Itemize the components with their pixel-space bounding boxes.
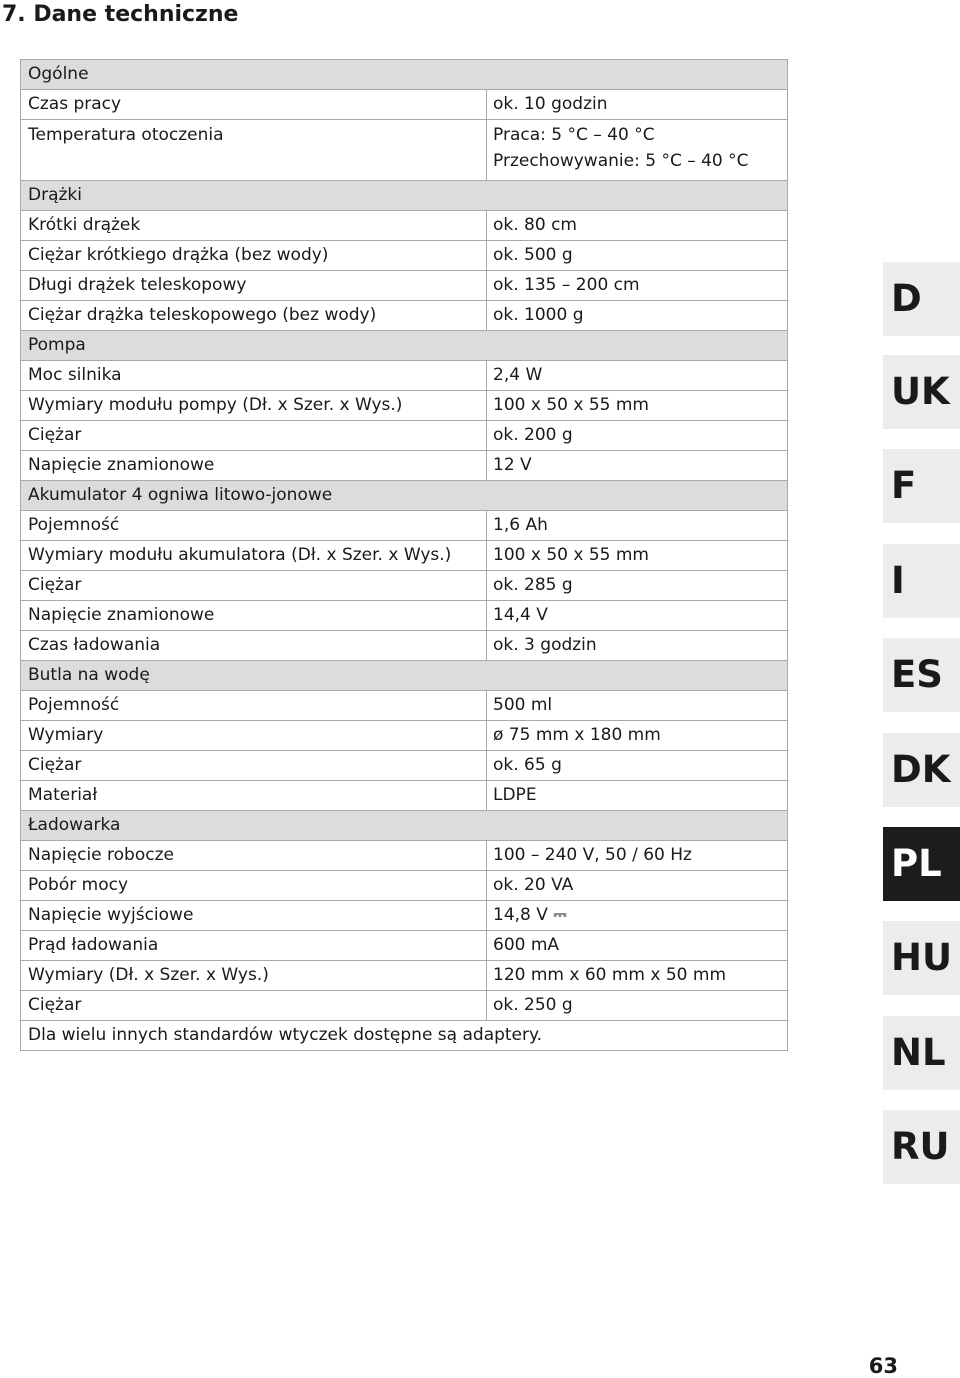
section-title: Pompa bbox=[21, 331, 788, 361]
spec-value: ok. 1000 g bbox=[487, 301, 788, 331]
spec-label: Krótki drążek bbox=[21, 211, 487, 241]
spec-row bbox=[21, 511, 788, 541]
spec-label: Napięcie znamionowe bbox=[21, 451, 487, 481]
language-tab-nl[interactable]: NL bbox=[883, 1016, 960, 1090]
spec-value: ok. 200 g bbox=[487, 421, 788, 451]
section-header-row bbox=[21, 481, 788, 511]
language-tab-ru[interactable]: RU bbox=[883, 1110, 960, 1184]
language-tab-f[interactable]: F bbox=[883, 449, 960, 523]
spec-label: Czas ładowania bbox=[21, 631, 487, 661]
spec-value: 2,4 W bbox=[487, 361, 788, 391]
spec-value: 100 x 50 x 55 mm bbox=[487, 541, 788, 571]
spec-label: Wymiary modułu akumulatora (Dł. x Szer. x Wys.) bbox=[21, 541, 487, 571]
page-title: 7. Dane techniczne bbox=[2, 2, 239, 27]
spec-value: 120 mm x 60 mm x 50 mm bbox=[487, 961, 788, 991]
spec-value-line: Przechowywanie: 5 °C – 40 °C bbox=[493, 151, 749, 171]
spec-value: ok. 20 VA bbox=[487, 871, 788, 901]
spec-label: Wymiary bbox=[21, 721, 487, 751]
spec-label: Moc silnika bbox=[21, 361, 487, 391]
section-header-row bbox=[21, 661, 788, 691]
spec-label: Długi drążek teleskopowy bbox=[21, 271, 487, 301]
language-tab-pl[interactable]: PL bbox=[883, 827, 960, 901]
spec-label: Napięcie znamionowe bbox=[21, 601, 487, 631]
spec-label: Materiał bbox=[21, 781, 487, 811]
spec-value: ok. 285 g bbox=[487, 571, 788, 601]
spec-value: ok. 80 cm bbox=[487, 211, 788, 241]
spec-value: 1,6 Ah bbox=[487, 511, 788, 541]
spec-value: ok. 10 godzin bbox=[487, 90, 788, 120]
language-tab-i[interactable]: I bbox=[883, 544, 960, 618]
spec-row bbox=[21, 541, 788, 571]
section-header-row bbox=[21, 60, 788, 90]
spec-row bbox=[21, 871, 788, 901]
section-title: Butla na wodę bbox=[21, 661, 788, 691]
spec-row bbox=[21, 421, 788, 451]
spec-value: 12 V bbox=[487, 451, 788, 481]
spec-row bbox=[21, 391, 788, 421]
spec-value: ø 75 mm x 180 mm bbox=[487, 721, 788, 751]
spec-label: Ciężar bbox=[21, 421, 487, 451]
spec-row bbox=[21, 991, 788, 1021]
spec-value: 100 – 240 V, 50 / 60 Hz bbox=[487, 841, 788, 871]
spec-label: Napięcie wyjściowe bbox=[21, 901, 487, 931]
spec-value: ok. 250 g bbox=[487, 991, 788, 1021]
spec-label: Ciężar krótkiego drążka (bez wody) bbox=[21, 241, 487, 271]
language-tab-uk[interactable]: UK bbox=[883, 355, 960, 429]
spec-value: 600 mA bbox=[487, 931, 788, 961]
spec-row bbox=[21, 901, 788, 931]
spec-row bbox=[21, 631, 788, 661]
section-header-row bbox=[21, 811, 788, 841]
spec-row bbox=[21, 721, 788, 751]
section-title: Akumulator 4 ogniwa litowo-jonowe bbox=[21, 481, 788, 511]
spec-label: Czas pracy bbox=[21, 90, 487, 120]
note-text: Dla wielu innych standardów wtyczek dostępne są adaptery. bbox=[21, 1021, 788, 1051]
page-number: 63 bbox=[868, 1354, 898, 1378]
section-title: Drążki bbox=[21, 181, 788, 211]
spec-label: Pobór mocy bbox=[21, 871, 487, 901]
section-header-row bbox=[21, 331, 788, 361]
section-title: Ogólne bbox=[21, 60, 788, 90]
spec-value bbox=[487, 120, 788, 181]
spec-row bbox=[21, 211, 788, 241]
spec-row bbox=[21, 841, 788, 871]
spec-row bbox=[21, 931, 788, 961]
spec-label: Wymiary (Dł. x Szer. x Wys.) bbox=[21, 961, 487, 991]
spec-row bbox=[21, 571, 788, 601]
spec-label: Ciężar drążka teleskopowego (bez wody) bbox=[21, 301, 487, 331]
spec-table bbox=[20, 59, 788, 1051]
spec-value: ok. 135 – 200 cm bbox=[487, 271, 788, 301]
spec-value-line: Praca: 5 °C – 40 °C bbox=[493, 125, 655, 145]
spec-row bbox=[21, 361, 788, 391]
spec-value: ok. 500 g bbox=[487, 241, 788, 271]
spec-label: Ciężar bbox=[21, 991, 487, 1021]
spec-value: 500 ml bbox=[487, 691, 788, 721]
spec-label: Prąd ładowania bbox=[21, 931, 487, 961]
spec-label: Pojemność bbox=[21, 691, 487, 721]
spec-value: 100 x 50 x 55 mm bbox=[487, 391, 788, 421]
language-tab-hu[interactable]: HU bbox=[883, 921, 960, 995]
spec-label: Ciężar bbox=[21, 751, 487, 781]
spec-label: Ciężar bbox=[21, 571, 487, 601]
note-row bbox=[21, 1021, 788, 1051]
spec-row bbox=[21, 961, 788, 991]
spec-row bbox=[21, 271, 788, 301]
spec-row bbox=[21, 751, 788, 781]
language-tab-dk[interactable]: DK bbox=[883, 733, 960, 807]
spec-value: LDPE bbox=[487, 781, 788, 811]
spec-label: Wymiary modułu pompy (Dł. x Szer. x Wys.) bbox=[21, 391, 487, 421]
spec-row bbox=[21, 781, 788, 811]
spec-row bbox=[21, 241, 788, 271]
spec-value: ok. 3 godzin bbox=[487, 631, 788, 661]
spec-row bbox=[21, 601, 788, 631]
spec-row bbox=[21, 301, 788, 331]
spec-label: Temperatura otoczenia bbox=[21, 120, 487, 181]
language-tab-es[interactable]: ES bbox=[883, 638, 960, 712]
language-tab-d[interactable]: D bbox=[883, 262, 960, 336]
spec-row bbox=[21, 451, 788, 481]
spec-value: 14,4 V bbox=[487, 601, 788, 631]
section-title: Ładowarka bbox=[21, 811, 788, 841]
spec-value: 14,8 V ⎓ bbox=[487, 901, 788, 931]
spec-value: ok. 65 g bbox=[487, 751, 788, 781]
spec-row bbox=[21, 691, 788, 721]
spec-row bbox=[21, 120, 788, 181]
spec-label: Pojemność bbox=[21, 511, 487, 541]
section-header-row bbox=[21, 181, 788, 211]
spec-row bbox=[21, 90, 788, 120]
spec-label: Napięcie robocze bbox=[21, 841, 487, 871]
